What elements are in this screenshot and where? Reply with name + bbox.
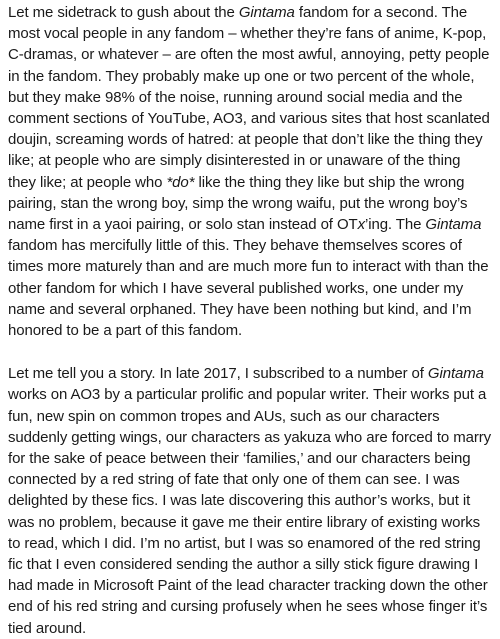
- text-run: fandom for a second. The most vocal people in any fandom – whether they’re fans of anime, K-pop, C-dramas, or whatever – are often the most awful, annoying, petty people in the fandom. They probably make up one or two percent of the whole, but they make 98% of the noise, running around social media and the comment sections of YouTube, AO3, and various sites that host scanlated doujin, screaming words of hatred: at people that don’t like the thing they like; at people who are simply disinterested in or unaware of the thing they like; at people who: [8, 4, 490, 191]
- text-run: like the thing they like but ship the wrong pairing, stan the wrong boy, simp the wrong waifu, put the wrong boy’s name first in a yaoi pairing, or solo stan instead of OT: [8, 173, 468, 234]
- text-run: ’ing. The: [364, 216, 426, 234]
- italic-text: *do*: [166, 173, 195, 191]
- paragraph-fandom: [8, 2, 492, 341]
- italic-text: Gintama: [427, 365, 484, 383]
- italic-text: Gintama: [425, 216, 482, 234]
- paragraph-story: [8, 363, 492, 639]
- italic-text: x: [357, 216, 365, 234]
- text-run: fandom has mercifully little of this. They behave themselves scores of times more maturely than and are much more fun to interact with than the other fandom for which I have several published works, one under my name and several orphaned. They have been nothing but kind, and I’m honored to be a part of this fandom.: [8, 237, 489, 340]
- text-run: Let me sidetrack to gush about the: [8, 4, 239, 21]
- text-run: works on AO3 by a particular prolific and popular writer. Their works put a fun, new spin on common tropes and AUs, such as our characters suddenly getting wings, our characters as yakuza who are forced to marry for the sake of peace between their ‘families,’ and our characters being connected by a red string of fate that only one of them can see. I was delighted by these fics. I was late discovering this author’s works, but it was no problem, because it gave me their entire library of existing works to read, which I did. I’m no artist, but I was so enamored of the red string fic that I even considered sending the author a silly stick figure drawing I had made in Microsoft Paint of the lead character tracking down the other end of his red string and cursing profusely when he sees whose finger it’s tied around.: [8, 386, 492, 637]
- italic-text: Gintama: [238, 4, 295, 21]
- text-run: Let me tell you a story. In late 2017, I subscribed to a number of: [8, 365, 428, 383]
